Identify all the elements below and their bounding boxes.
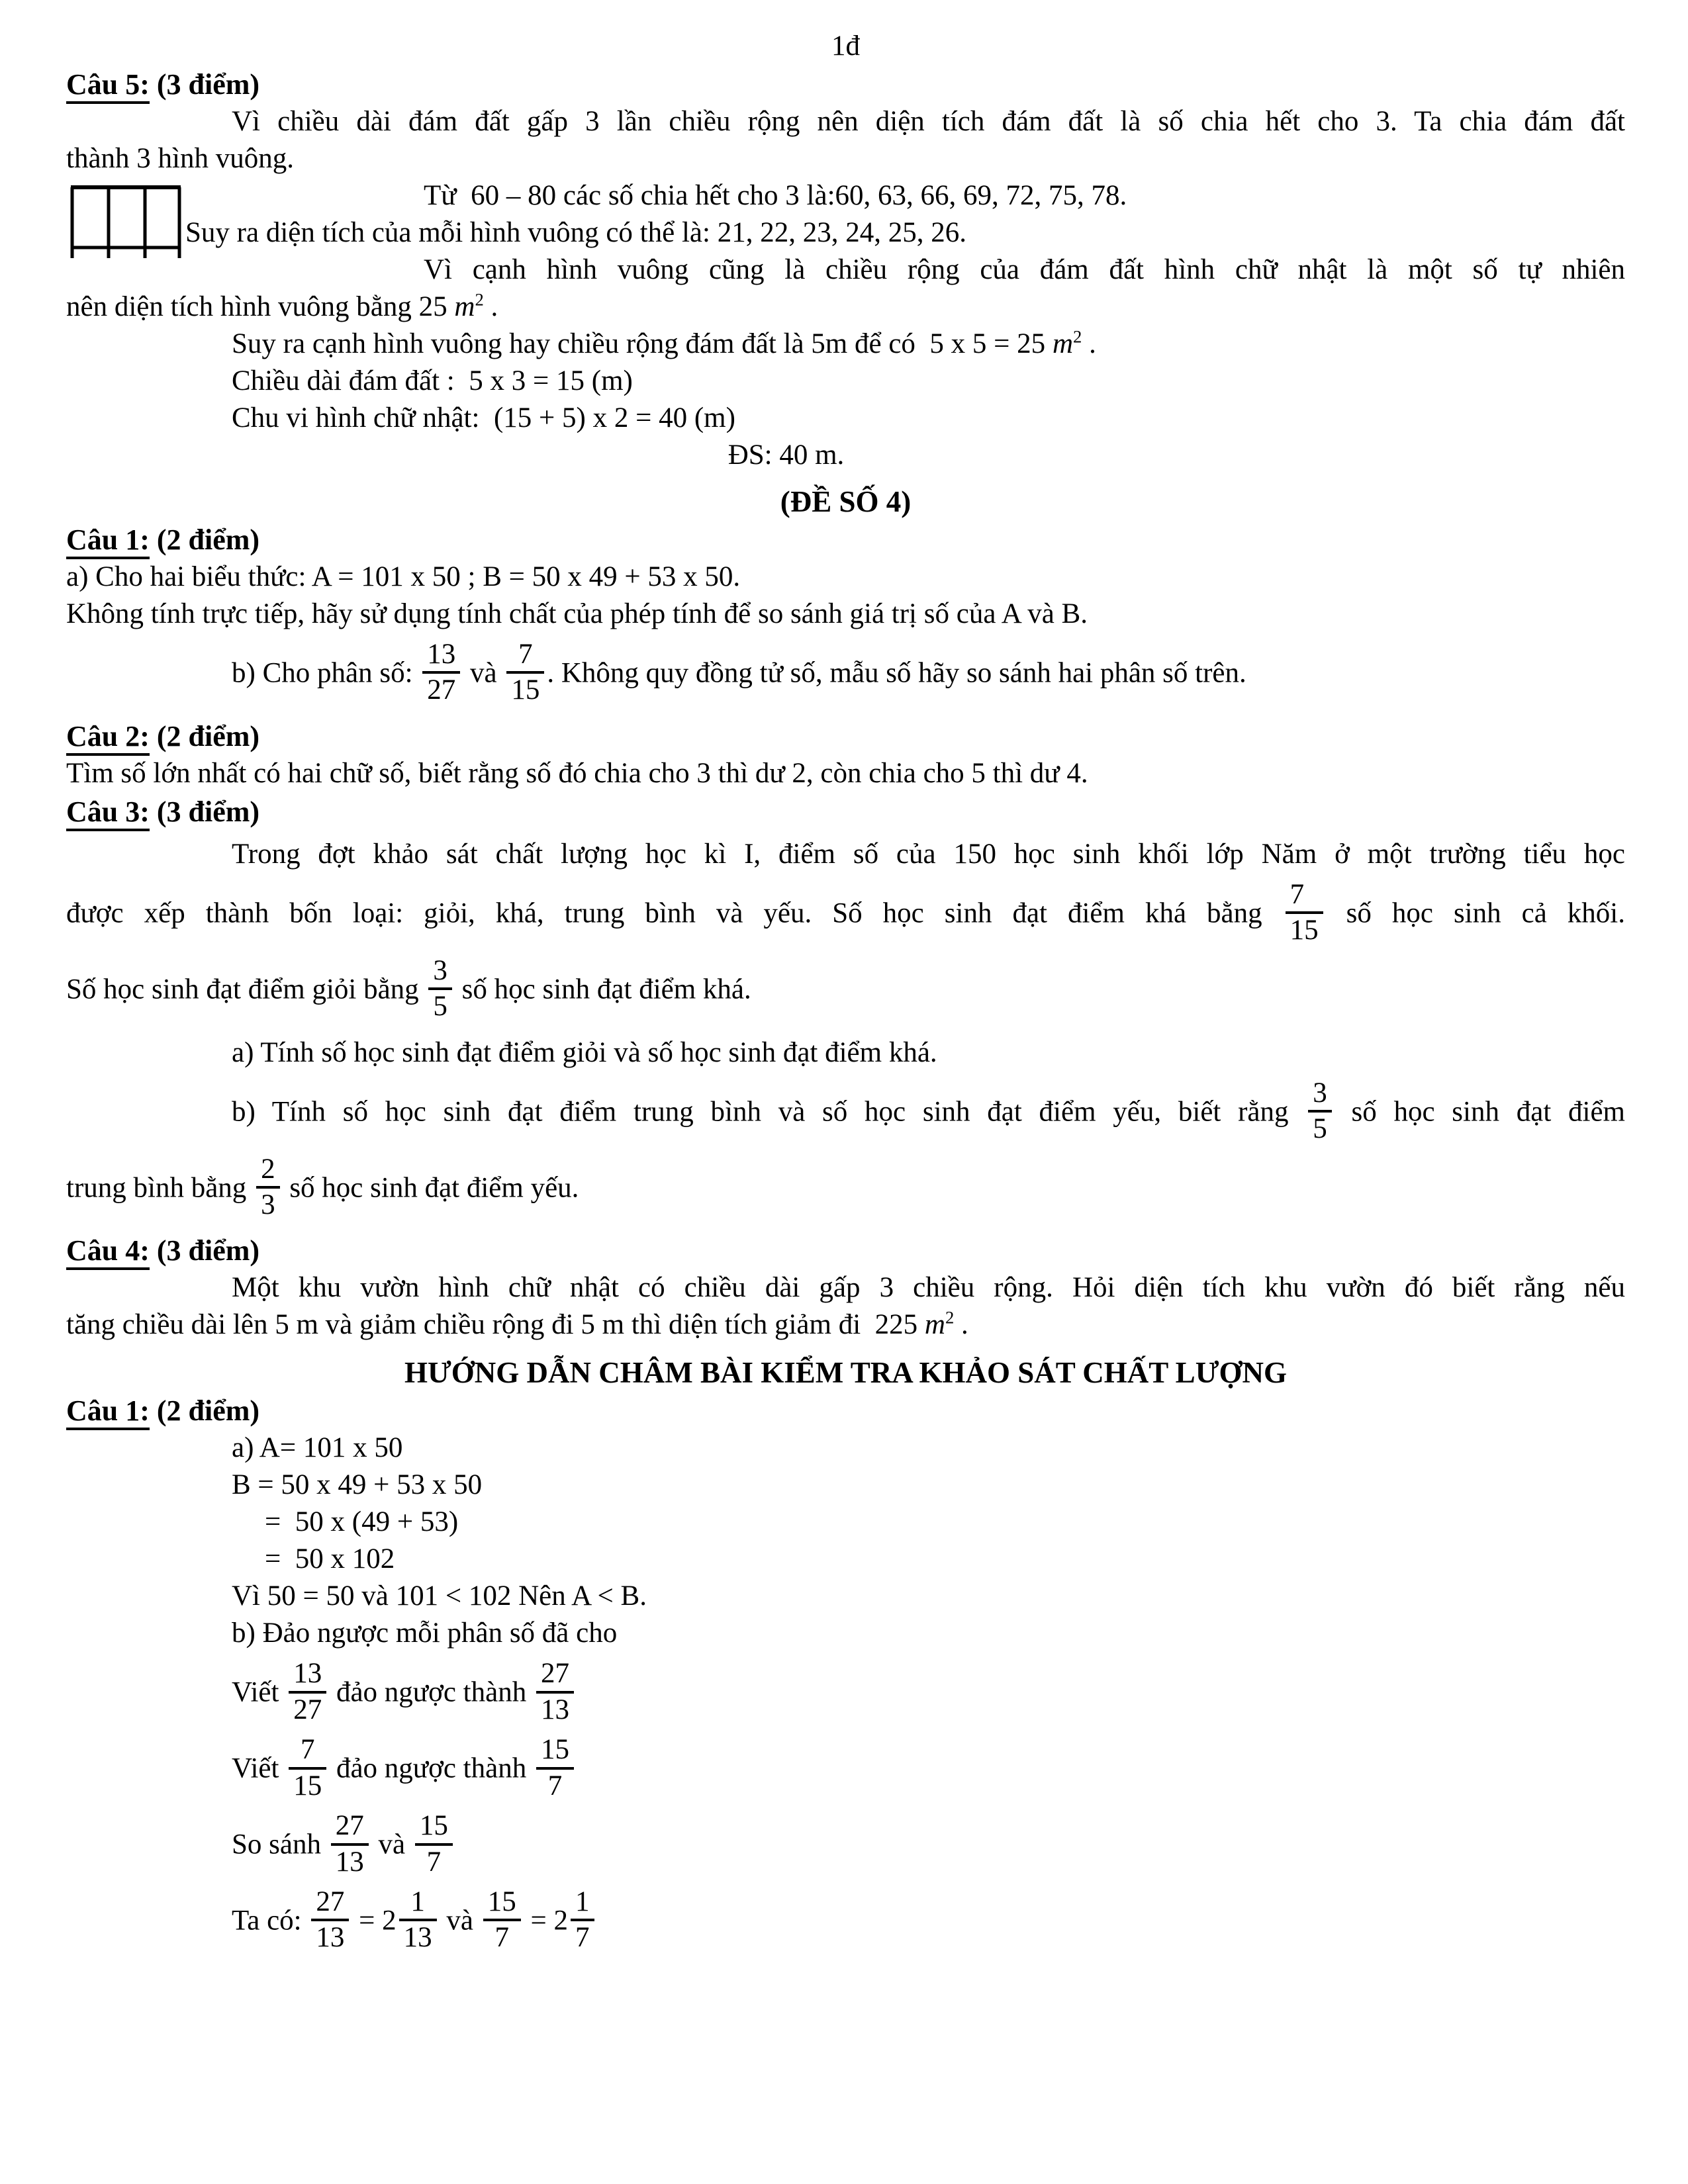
text-span: Một khu vườn hình chữ nhật có chiều dài gấp 3 chiều rộng. Hỏi diện tích khu vườn đó biết rằng nếu — [232, 1272, 1625, 1304]
text-line — [66, 1504, 1625, 1541]
text-span: đảo ngược thành — [329, 1752, 534, 1784]
question-heading-label: Câu 2: — [66, 720, 150, 756]
text-span: Vì cạnh hình vuông cũng là chiều rộng của đám đất hình chữ nhật là một số tự nhiên — [424, 254, 1625, 285]
text-line — [66, 177, 1625, 214]
text-line — [66, 1153, 1625, 1224]
question-heading-points: (2 điểm) — [149, 523, 260, 556]
question-heading-points: (3 điểm) — [149, 68, 260, 101]
text-line — [66, 289, 1625, 326]
fraction — [483, 1887, 521, 1954]
question-heading-points: (3 điểm) — [149, 795, 260, 828]
question-heading — [66, 66, 1625, 103]
fraction-denominator: 13 — [403, 1922, 432, 1954]
text-span: và — [371, 1829, 412, 1860]
question-heading-points: (3 điểm) — [149, 1234, 260, 1267]
text-line — [66, 103, 1625, 140]
fraction — [289, 1659, 326, 1725]
text-span: a) Cho hai biểu thức: A = 101 x 50 ; B = 50 x 49 + 53 x 50. — [66, 561, 741, 592]
text-span: số học sinh đạt điểm — [1334, 1095, 1625, 1127]
fraction-denominator: 15 — [293, 1770, 322, 1801]
text-line — [66, 1615, 1625, 1652]
question-heading-points: (2 điểm) — [149, 719, 260, 752]
fraction — [399, 1887, 437, 1954]
text-span: trung bình bằng — [66, 1171, 254, 1203]
text-span: (ĐỀ SỐ 4) — [780, 485, 912, 518]
text-line — [66, 214, 1625, 251]
text-span: a) A= 101 x 50 — [232, 1432, 403, 1464]
fraction — [311, 1887, 349, 1954]
fraction-numerator: 1 — [571, 1887, 594, 1921]
fraction-numerator: 15 — [415, 1811, 453, 1845]
fraction-denominator: 27 — [427, 674, 456, 706]
fraction — [536, 1659, 574, 1725]
text-line — [66, 1306, 1625, 1343]
text-span: Suy ra cạnh hình vuông hay chiều rộng đám đất là 5m để có 5 x 5 = 25 — [232, 328, 1053, 359]
fraction-denominator: 7 — [547, 1770, 563, 1801]
text-span: Viết — [232, 1752, 287, 1784]
square-meter-notation: $m^2$ — [454, 289, 484, 322]
text-span: Chiều dài đám đất : 5 x 3 = 15 (m) — [232, 365, 633, 396]
fraction — [1286, 880, 1323, 946]
text-span: = 2 — [352, 1905, 397, 1936]
fraction-numerator: 15 — [536, 1735, 574, 1769]
text-span: Ta có: — [232, 1905, 309, 1936]
text-line — [66, 1734, 1625, 1804]
text-span: số học sinh đạt điểm khá. — [454, 974, 751, 1005]
fraction — [536, 1735, 574, 1801]
text-span: thành 3 hình vuông. — [66, 143, 294, 174]
text-span: B = 50 x 49 + 53 x 50 — [232, 1469, 483, 1501]
fraction-denominator: 3 — [261, 1189, 275, 1220]
answer-line — [7, 437, 1566, 474]
fraction-denominator: 7 — [426, 1846, 442, 1878]
fraction-denominator: 13 — [540, 1694, 569, 1725]
fraction-denominator: 27 — [293, 1694, 322, 1725]
text-span: đảo ngược thành — [329, 1676, 534, 1708]
rectangle-divided-into-3-squares-figure — [70, 181, 182, 262]
text-span: Trong đợt khảo sát chất lượng học kì I, điểm số của 150 học sinh khối lớp Năm ở một trường tiểu học — [232, 838, 1625, 870]
text-line — [66, 878, 1625, 949]
fraction-numerator: 7 — [289, 1735, 326, 1769]
fraction-denominator: 5 — [433, 991, 447, 1023]
exam-title — [66, 483, 1625, 520]
fraction-numerator: 7 — [506, 639, 544, 674]
text-line — [66, 755, 1625, 792]
question-heading-label: Câu 4: — [66, 1234, 150, 1270]
text-line — [66, 1810, 1625, 1880]
text-line — [66, 1658, 1625, 1728]
fraction-numerator: 13 — [422, 639, 460, 674]
fraction — [428, 956, 452, 1023]
text-span: Chu vi hình chữ nhật: (15 + 5) x 2 = 40 (m) — [232, 402, 735, 433]
question-heading-label: Câu 3: — [66, 796, 150, 831]
text-line — [66, 596, 1625, 633]
question-heading — [66, 1232, 1625, 1269]
text-line — [66, 326, 1625, 363]
text-line — [66, 1467, 1625, 1504]
text-span: tăng chiều dài lên 5 m và giảm chiều rộng đi 5 m thì diện tích giảm đi 225 — [66, 1309, 925, 1341]
text-span: và — [463, 657, 504, 689]
fraction-numerator: 27 — [536, 1659, 574, 1693]
fraction — [289, 1735, 326, 1801]
fraction-denominator: 5 — [1313, 1113, 1327, 1145]
text-line — [66, 639, 1625, 709]
question-heading-label: Câu 1: — [66, 1394, 150, 1430]
text-span: 1đ — [831, 30, 860, 62]
text-span: Viết — [232, 1676, 287, 1708]
fraction-numerator: 15 — [483, 1887, 521, 1921]
question-heading — [66, 718, 1625, 755]
fraction-denominator: 15 — [511, 674, 540, 706]
question-heading-points: (2 điểm) — [149, 1394, 260, 1428]
text-span: Không tính trực tiếp, hãy sử dụng tính chất của phép tính để so sánh giá trị số của A và B. — [66, 598, 1088, 629]
text-span: số học sinh đạt điểm yếu. — [282, 1171, 579, 1203]
fraction-numerator: 13 — [289, 1659, 326, 1693]
question-heading — [66, 522, 1625, 559]
text-line — [66, 140, 1625, 177]
fraction-denominator: 13 — [335, 1846, 364, 1878]
fraction-numerator: 7 — [1286, 880, 1323, 914]
fraction-numerator: 27 — [311, 1887, 349, 1921]
text-span: số học sinh cả khối. — [1325, 897, 1625, 929]
fraction-numerator: 2 — [256, 1154, 280, 1189]
square-meter-notation: $m^2$ — [924, 1308, 955, 1341]
text-line — [66, 1886, 1625, 1956]
text-span: Vì chiều dài đám đất gấp 3 lần chiều rộng nên diện tích đám đất là số chia hết cho 3. Ta chia đám đất — [232, 106, 1625, 137]
text-span: = 2 — [523, 1905, 569, 1936]
text-span: a) Tính số học sinh đạt điểm giỏi và số học sinh đạt điểm khá. — [232, 1036, 937, 1068]
text-line — [66, 559, 1625, 596]
question-heading-label: Câu 5: — [66, 68, 150, 104]
fraction-denominator: 7 — [494, 1922, 509, 1954]
text-line — [66, 363, 1625, 400]
text-line — [66, 1034, 1625, 1071]
text-span: . — [1082, 328, 1096, 359]
text-span: và — [439, 1905, 481, 1936]
fraction-denominator: 7 — [575, 1922, 590, 1954]
text-span: = 50 x (49 + 53) — [265, 1506, 459, 1538]
text-line — [66, 1430, 1625, 1467]
fraction-numerator: 3 — [428, 956, 452, 990]
text-line — [66, 1269, 1625, 1306]
text-line — [66, 1077, 1625, 1148]
text-span: được xếp thành bốn loại: giỏi, khá, trung bình và yếu. Số học sinh đạt điểm khá bằng — [66, 897, 1283, 929]
fraction-denominator: 15 — [1289, 915, 1319, 946]
fraction — [415, 1811, 453, 1878]
text-span: . — [954, 1309, 968, 1341]
fraction-numerator: 1 — [399, 1887, 437, 1921]
question-heading — [66, 1392, 1625, 1430]
text-span: Số học sinh đạt điểm giỏi bằng — [66, 974, 426, 1005]
question-heading-label: Câu 1: — [66, 523, 150, 559]
fraction — [331, 1811, 369, 1878]
text-span: b) Đảo ngược mỗi phân số đã cho — [232, 1617, 618, 1649]
text-line — [66, 400, 1625, 437]
text-line — [66, 1578, 1625, 1615]
text-span: Suy ra diện tích của mỗi hình vuông có thể là: 21, 22, 23, 24, 25, 26. — [185, 217, 966, 248]
text-span: ĐS: 40 m. — [727, 439, 845, 471]
text-span: So sánh — [232, 1829, 328, 1860]
text-span: b) Cho phân số: — [232, 657, 420, 689]
text-span: Vì 50 = 50 và 101 < 102 Nên A < B. — [232, 1580, 647, 1612]
text-span: = 50 x 102 — [265, 1543, 395, 1575]
question-heading — [66, 794, 1625, 831]
fraction-numerator: 27 — [331, 1811, 369, 1845]
document-body — [66, 28, 1625, 1956]
fraction — [256, 1154, 280, 1221]
page-score-mark — [66, 28, 1625, 65]
fraction-numerator: 3 — [1308, 1078, 1332, 1113]
text-line — [66, 954, 1625, 1025]
fraction — [506, 639, 544, 706]
text-span: b) Tính số học sinh đạt điểm trung bình và số học sinh đạt điểm yếu, biết rằng — [232, 1095, 1306, 1127]
text-span: Tìm số lớn nhất có hai chữ số, biết rằng số đó chia cho 3 thì dư 2, còn chia cho 5 thì dư 4. — [66, 757, 1088, 789]
fraction — [571, 1887, 594, 1954]
text-line — [66, 251, 1625, 289]
answer-key-title — [66, 1354, 1625, 1391]
text-span: . — [483, 291, 498, 322]
figure-zone — [66, 177, 1625, 289]
fraction — [422, 639, 460, 706]
text-span: Từ 60 – 80 các số chia hết cho 3 là:60, 63, 66, 69, 72, 75, 78. — [424, 180, 1127, 211]
fraction — [1308, 1078, 1332, 1145]
text-line — [66, 836, 1625, 873]
text-span: nên diện tích hình vuông bằng 25 — [66, 291, 455, 322]
text-span: . Không quy đồng tử số, mẫu số hãy so sánh hai phân số trên. — [547, 657, 1246, 689]
text-line — [66, 1541, 1625, 1578]
square-meter-notation: $m^2$ — [1052, 326, 1082, 359]
text-span: HƯỚNG DẪN CHÂM BÀI KIỂM TRA KHẢO SÁT CHẤT LƯỢNG — [404, 1356, 1288, 1390]
fraction-denominator: 13 — [316, 1922, 345, 1954]
